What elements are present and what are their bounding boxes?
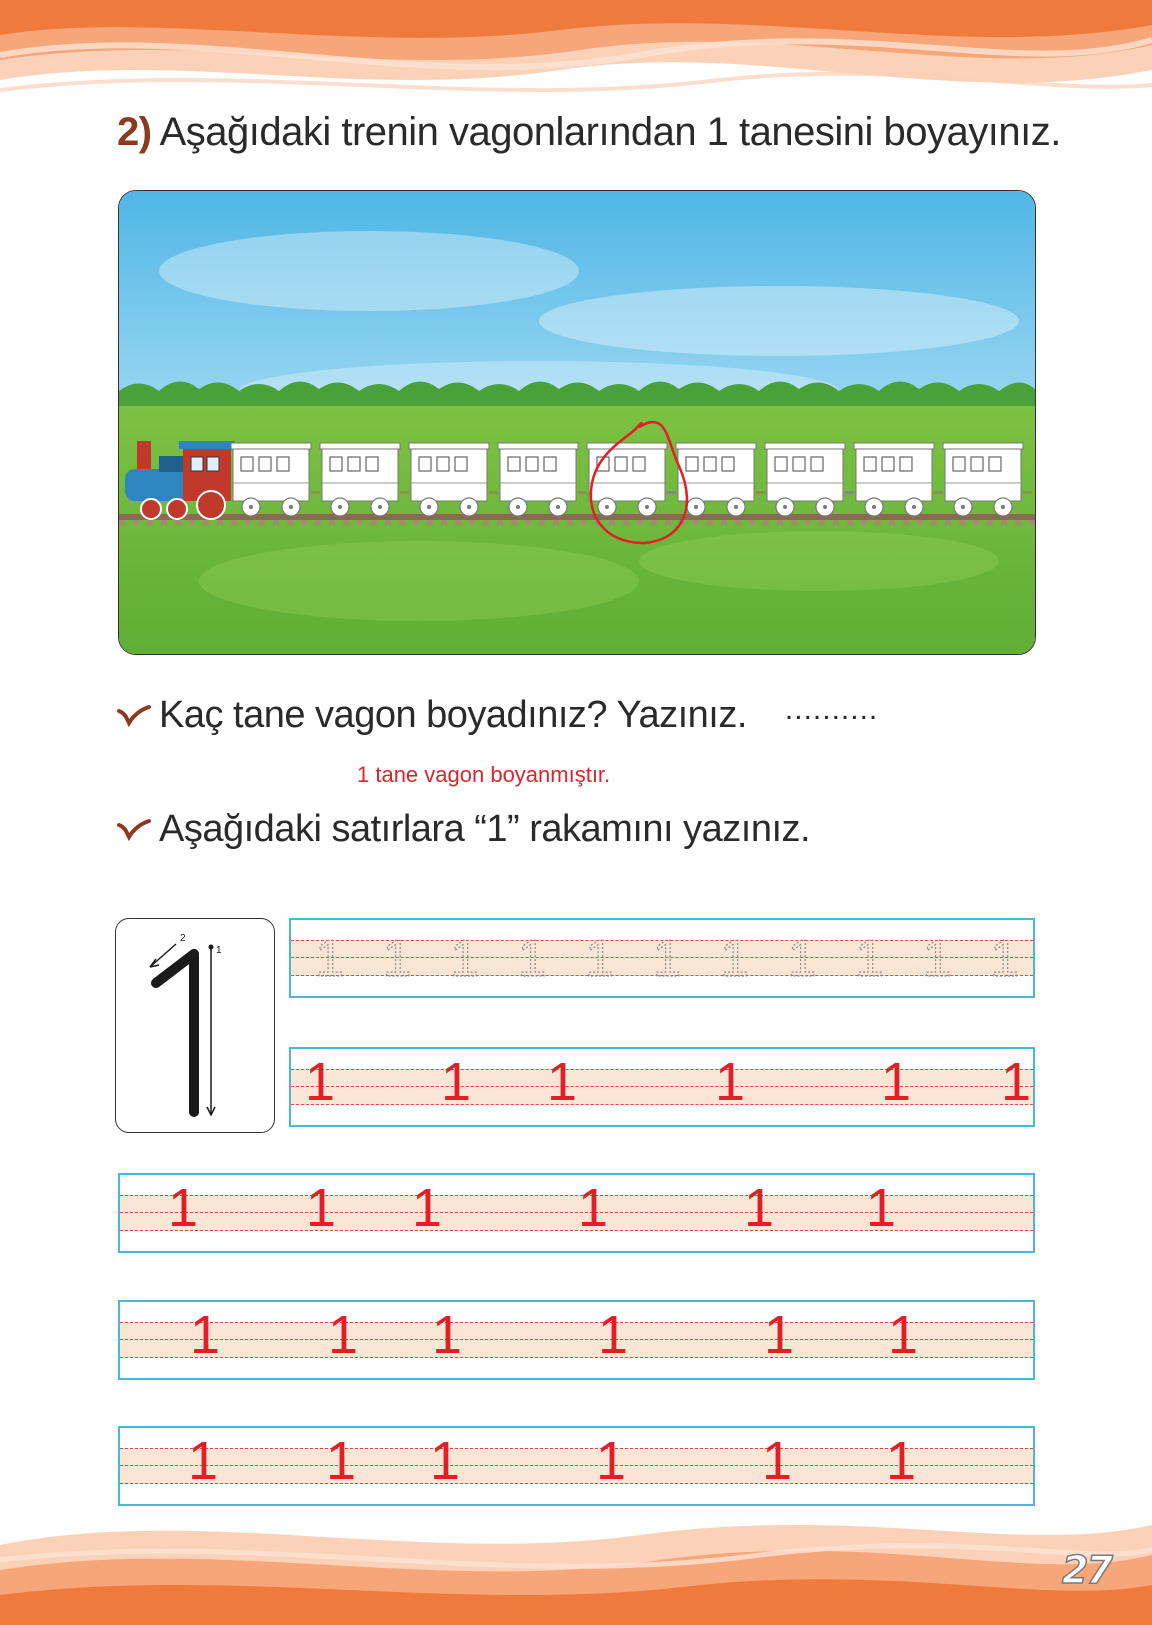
check-bullet-icon <box>117 694 151 737</box>
handwritten-digit: 1 <box>888 1305 919 1365</box>
dotted-guide-digit: 1 <box>450 930 479 988</box>
writing-row-3[interactable] <box>118 1300 1035 1380</box>
handwritten-digit: 1 <box>1001 1052 1032 1112</box>
dotted-guide-digit: 1 <box>652 930 682 988</box>
handwritten-digit: 1 <box>715 1052 746 1112</box>
handwritten-digit: 1 <box>596 1431 627 1491</box>
handwritten-digit: 1 <box>430 1431 461 1491</box>
handwritten-digit: 1 <box>547 1052 578 1112</box>
prompt-count-wagons <box>117 694 878 737</box>
prompt-write-digit <box>117 808 810 851</box>
handwritten-digit: 1 <box>886 1431 917 1491</box>
handwritten-digit: 1 <box>305 1052 336 1112</box>
check-bullet-icon <box>117 808 151 851</box>
dotted-guide-digit: 1 <box>585 930 614 988</box>
top-wave-decoration <box>0 0 1152 115</box>
handwritten-digit: 1 <box>744 1178 775 1238</box>
handwritten-digit: 1 <box>441 1052 472 1112</box>
dotted-guide-digit: 1 <box>720 930 749 988</box>
handwritten-digit: 1 <box>326 1431 357 1491</box>
stroke-order-1: 1 <box>216 945 222 956</box>
question-title <box>117 110 1061 155</box>
answer-blank[interactable]: .......... <box>784 692 879 726</box>
handwritten-digit: 1 <box>764 1305 795 1365</box>
handwritten-answer: 1 tane vagon boyanmıştır. <box>357 762 611 787</box>
handwritten-digit: 1 <box>306 1178 337 1238</box>
dotted-guide-digit: 1 <box>855 930 884 988</box>
handwritten-digit: 1 <box>412 1178 443 1238</box>
handwritten-digit: 1 <box>188 1431 219 1491</box>
prompt-text: Kaç tane vagon boyadınız? Yazınız. <box>159 694 747 736</box>
handwritten-digit: 1 <box>432 1305 463 1365</box>
dotted-guide-digit: 1 <box>990 930 1019 988</box>
dotted-guide-digit: 1 <box>787 930 817 988</box>
bottom-wave-decoration <box>0 1505 1152 1625</box>
prompt-text: Aşağıdaki satırlara “1” rakamını yazınız. <box>159 808 811 850</box>
writing-row-4[interactable] <box>118 1426 1035 1506</box>
handwritten-digit: 1 <box>866 1178 897 1238</box>
handwritten-digit: 1 <box>598 1305 629 1365</box>
dotted-guide-digit: 1 <box>517 930 547 988</box>
dotted-guide-digit: 1 <box>382 930 412 988</box>
stroke-order-2: 2 <box>180 933 186 944</box>
handwritten-digit: 1 <box>881 1052 912 1112</box>
handwritten-digit: 1 <box>168 1178 199 1238</box>
writing-row-1[interactable] <box>289 1047 1035 1127</box>
model-digit-box <box>115 918 275 1133</box>
writing-row-2[interactable] <box>118 1173 1035 1253</box>
guide-writing-row <box>289 918 1035 998</box>
train-scene-image <box>118 190 1036 655</box>
question-text: Aşağıdaki trenin vagonlarından 1 tanesini boyayınız. <box>159 110 1061 154</box>
dotted-guide-digit: 1 <box>922 930 952 988</box>
handwritten-digit: 1 <box>190 1305 221 1365</box>
page-number: 27 <box>1062 1548 1111 1592</box>
dotted-guide-digit: 1 <box>315 930 344 988</box>
handwritten-digit: 1 <box>578 1178 609 1238</box>
question-number: 2) <box>117 110 152 154</box>
handwritten-digit: 1 <box>328 1305 359 1365</box>
handwritten-digit: 1 <box>762 1431 793 1491</box>
